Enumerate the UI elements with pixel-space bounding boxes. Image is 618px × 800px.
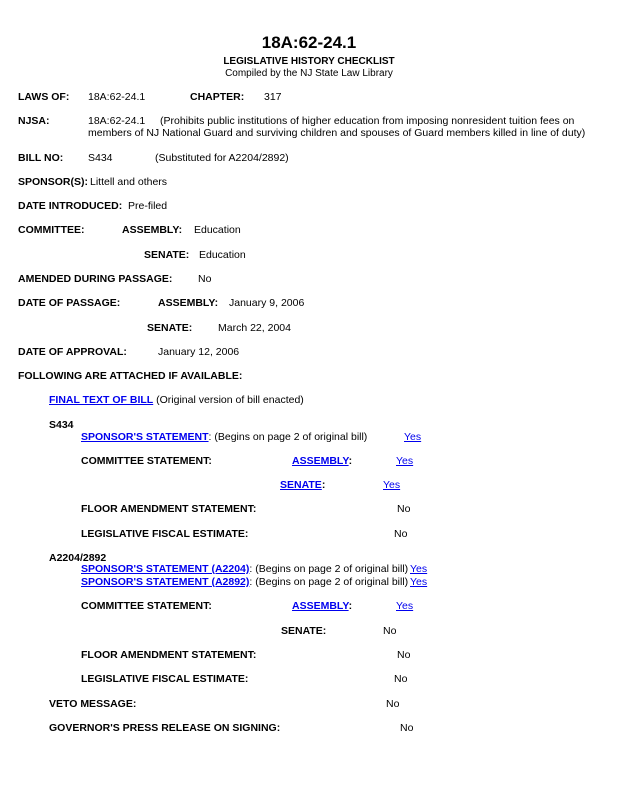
a2204-sponsor-statement-link[interactable]: SPONSOR'S STATEMENT (A2204) [81,563,250,575]
veto-label: VETO MESSAGE: [49,698,137,710]
s434-assembly-row: ASSEMBLY: [292,455,353,467]
date-of-passage-label: DATE OF PASSAGE: [18,297,121,309]
governor-label: GOVERNOR'S PRESS RELEASE ON SIGNING: [49,722,281,734]
a2204-assembly-row: ASSEMBLY: [292,600,353,612]
a2204-fiscal-label: LEGISLATIVE FISCAL ESTIMATE: [81,673,249,685]
bill-no-note: (Substituted for A2204/2892) [155,152,289,164]
bill-no-value: S434 [88,152,113,164]
committee-senate-value: Education [199,249,246,261]
passage-senate-label: SENATE: [147,322,193,334]
s434-sponsor-note: : (Begins on page 2 of original bill) [208,431,368,443]
amended-label: AMENDED DURING PASSAGE: [18,273,173,285]
s434-sponsor-row [81,431,367,443]
s434-floor-value: No [397,503,411,515]
a2892-sponsor-note: : (Begins on page 2 of original bill) [249,576,409,588]
sponsors-value: Littell and others [90,176,168,188]
a2204-sponsor1-row [81,563,408,575]
page-subtitle: LEGISLATIVE HISTORY CHECKLIST [223,56,395,67]
njsa-label: NJSA: [18,115,50,127]
amended-value: No [198,273,212,285]
s434-assembly-link[interactable]: ASSEMBLY [292,455,349,467]
a2204-floor-value: No [397,649,411,661]
laws-of-value: 18A:62-24.1 [88,91,146,103]
veto-value: No [386,698,400,710]
committee-label: COMMITTEE: [18,224,85,236]
date-introduced-value: Pre-filed [128,200,168,212]
a2204-sponsor-yes-link[interactable]: Yes [410,563,428,575]
a2204-floor-label: FLOOR AMENDMENT STATEMENT: [81,649,257,661]
final-text-note: (Original version of bill enacted) [156,394,304,406]
a2204-committee-label: COMMITTEE STATEMENT: [81,600,212,612]
a2892-sponsor2-row [81,576,408,588]
s434-senate-yes-link[interactable]: Yes [383,479,401,491]
sponsors-label: SPONSOR(S): [18,176,89,188]
a2204-heading: A2204/2892 [49,552,107,564]
s434-fiscal-value: No [394,528,408,540]
a2204-senate-value: No [383,625,397,637]
attached-heading: FOLLOWING ARE ATTACHED IF AVAILABLE: [18,370,243,382]
date-introduced-label: DATE INTRODUCED: [18,200,123,212]
date-of-approval-value: January 12, 2006 [158,346,240,358]
passage-senate-value: March 22, 2004 [218,322,291,334]
compiled-by: Compiled by the NJ State Law Library [225,68,393,79]
njsa-value: 18A:62-24.1 [88,115,146,127]
laws-of-label: LAWS OF: [18,91,70,103]
s434-assembly-yes-link[interactable]: Yes [396,455,414,467]
passage-assembly-value: January 9, 2006 [229,297,305,309]
a2204-sponsor-note: : (Begins on page 2 of original bill) [249,563,409,575]
s434-senate-link[interactable]: SENATE [280,479,322,491]
a2204-assembly-yes-link[interactable]: Yes [396,600,414,612]
governor-value: No [400,722,414,734]
s434-sponsor-yes-link[interactable]: Yes [404,431,422,443]
committee-senate-label: SENATE: [144,249,190,261]
bill-no-label: BILL NO: [18,152,64,164]
chapter-value: 317 [264,91,282,103]
s434-fiscal-label: LEGISLATIVE FISCAL ESTIMATE: [81,528,249,540]
a2204-fiscal-value: No [394,673,408,685]
njsa-description: (Prohibits public institutions of higher education from imposing nonresident tuition fees on members of NJ National Guard and surviving children and spouses of Guard members killed in line of duty) [88,115,586,139]
committee-assembly-value: Education [194,224,241,236]
final-text-row [49,394,304,406]
s434-senate-row: SENATE: [280,479,326,491]
passage-assembly-label: ASSEMBLY: [158,297,219,309]
page-title: 18A:62-24.1 [261,33,357,52]
committee-assembly-label: ASSEMBLY: [122,224,183,236]
a2204-senate-label: SENATE: [281,625,327,637]
s434-sponsor-statement-link[interactable]: SPONSOR'S STATEMENT [81,431,209,443]
a2892-sponsor-yes-link[interactable]: Yes [410,576,428,588]
a2204-assembly-link[interactable]: ASSEMBLY [292,600,349,612]
chapter-label: CHAPTER: [190,91,245,103]
s434-heading: S434 [49,419,74,431]
date-of-approval-label: DATE OF APPROVAL: [18,346,127,358]
s434-floor-label: FLOOR AMENDMENT STATEMENT: [81,503,257,515]
final-text-link[interactable]: FINAL TEXT OF BILL [49,394,154,406]
a2892-sponsor-statement-link[interactable]: SPONSOR'S STATEMENT (A2892) [81,576,250,588]
s434-committee-label: COMMITTEE STATEMENT: [81,455,212,467]
